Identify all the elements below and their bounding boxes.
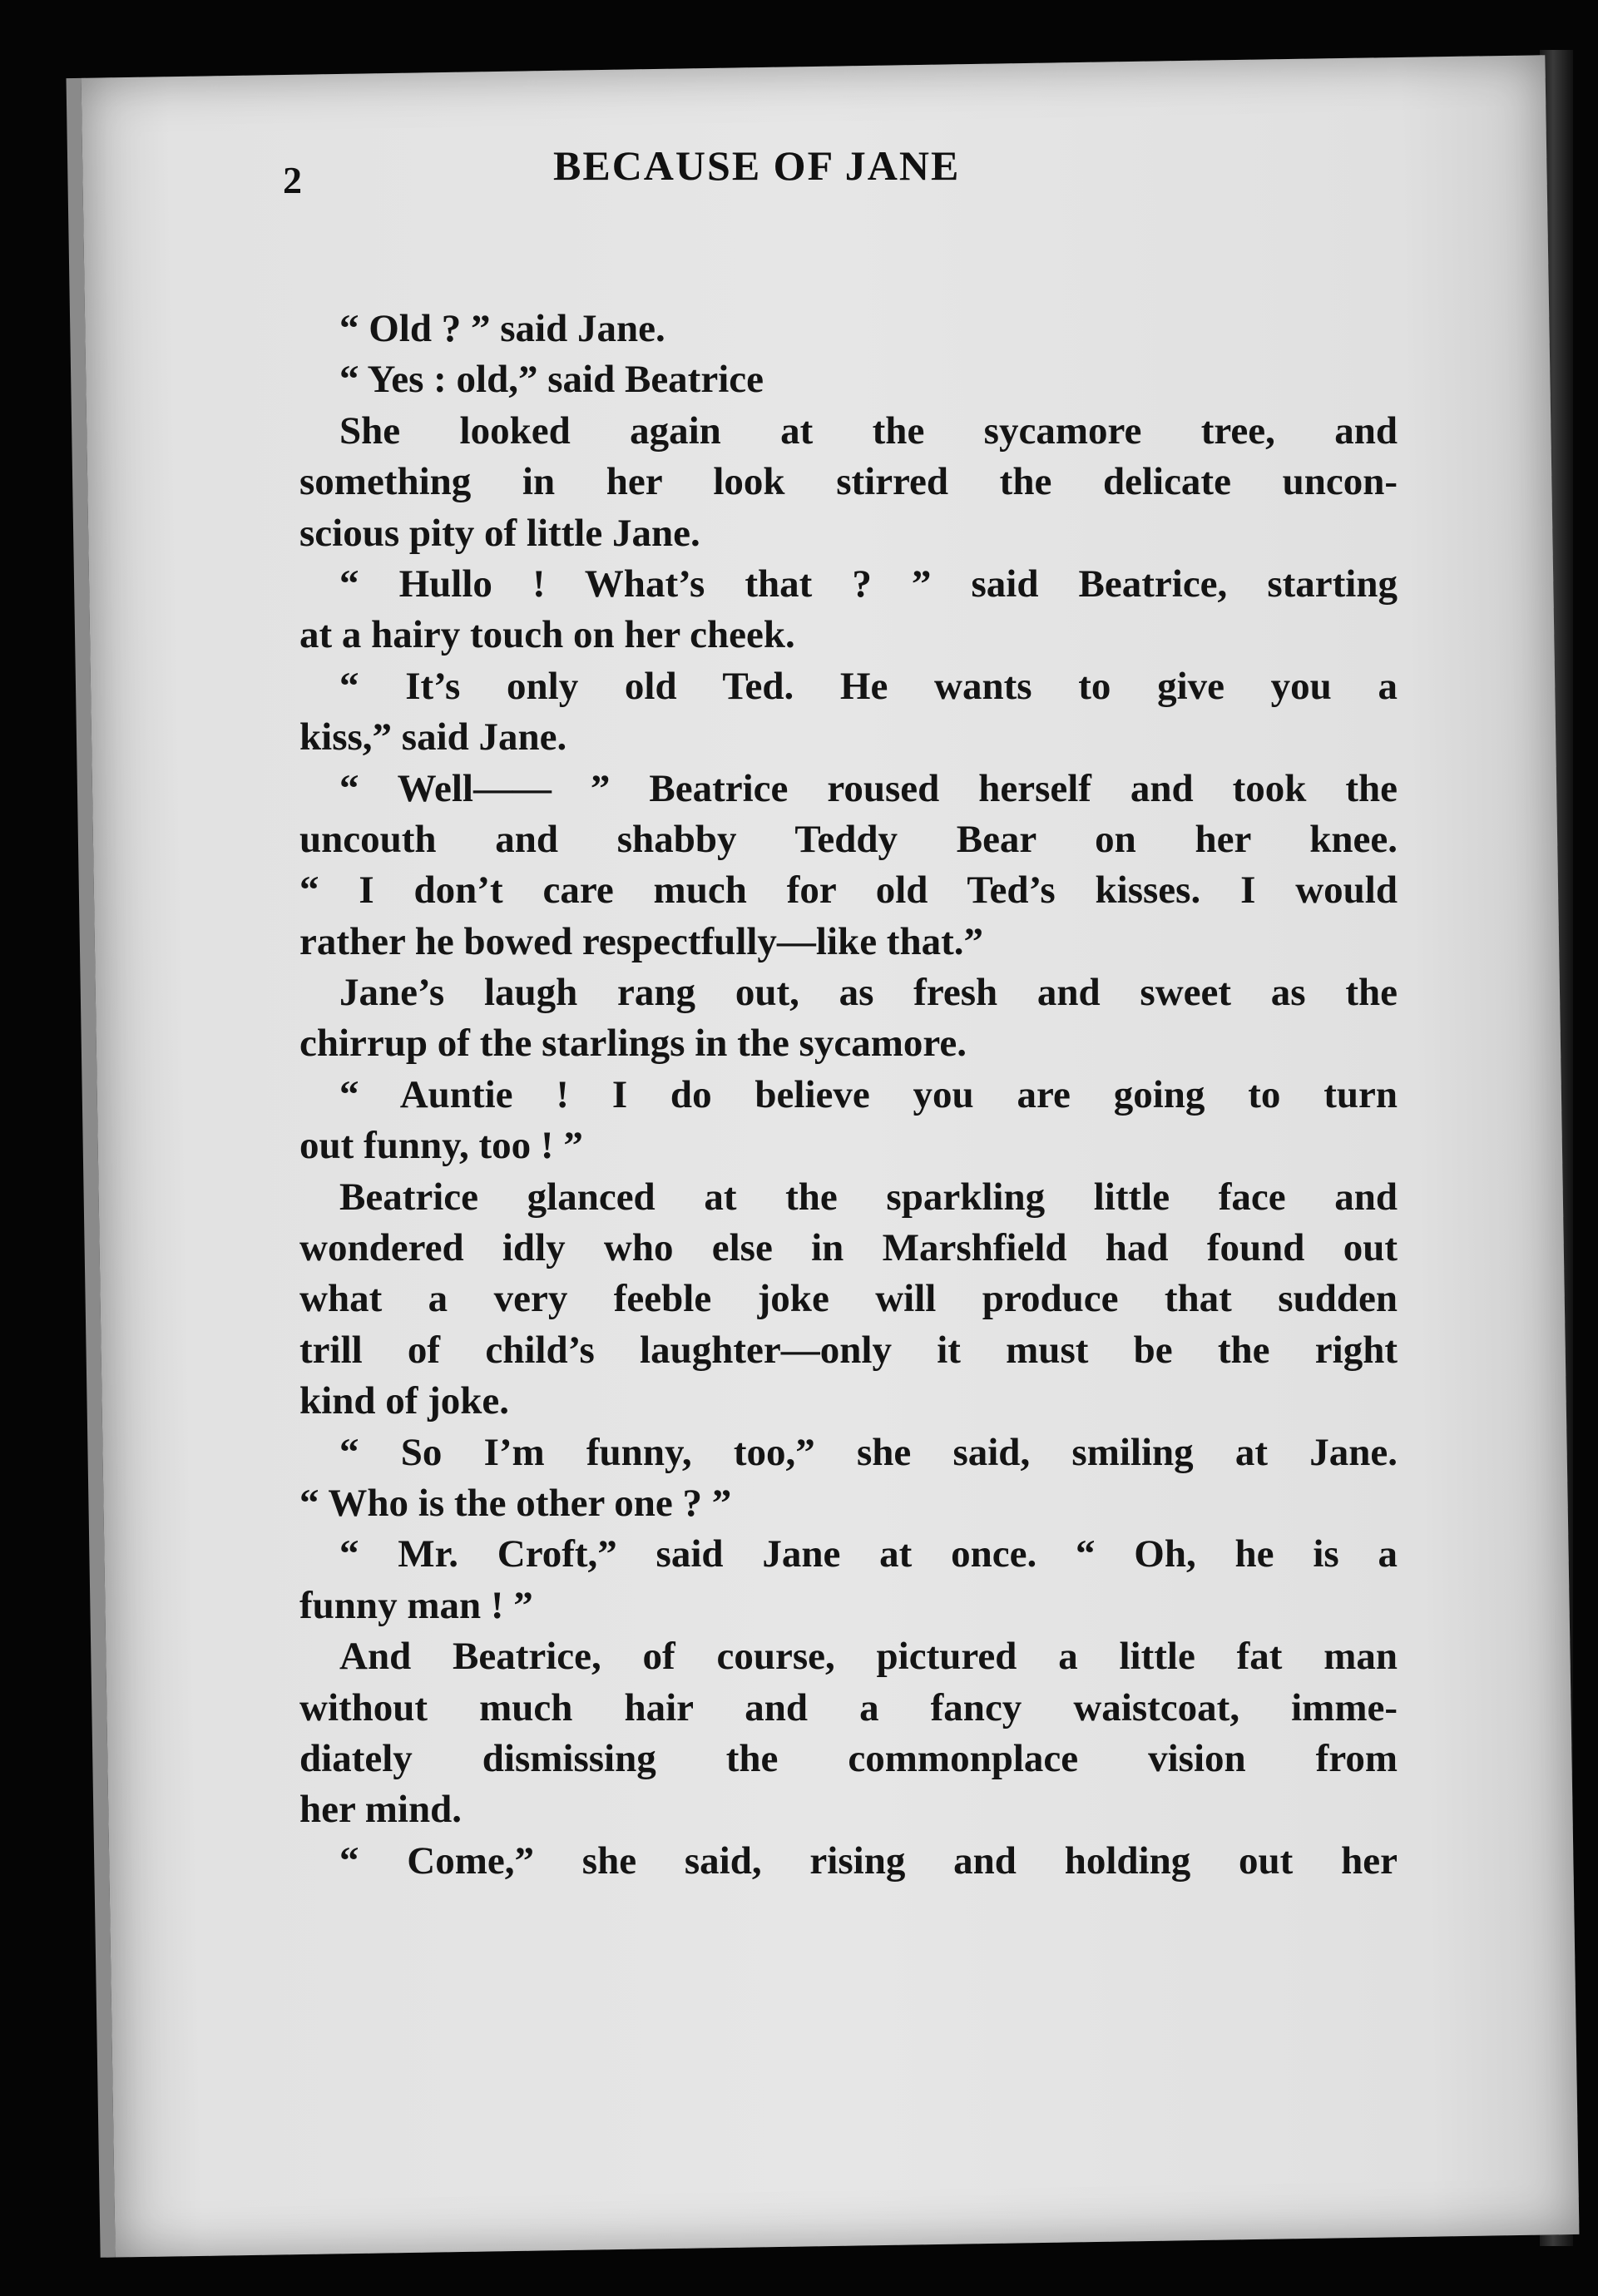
text-line: “ It’s only old Ted. He wants to give you a (339, 664, 1398, 708)
text-line: kind of joke. (299, 1379, 510, 1423)
text-line: chirrup of the starlings in the sycamore. (299, 1022, 967, 1066)
text-line: uncouth and shabby Teddy Bear on her knee. (299, 817, 1398, 861)
text-line: trill of child’s laughter—only it must be the right (299, 1328, 1398, 1372)
text-line: “ Well—— ” Beatrice roused herself and took the (339, 766, 1398, 810)
text-line: And Beatrice, of course, pictured a little fat man (339, 1635, 1398, 1679)
text-line: funny man ! ” (299, 1583, 533, 1627)
text-line: out funny, too ! ” (299, 1124, 583, 1168)
text-line: Jane’s laugh rang out, as fresh and sweet as the (339, 971, 1398, 1015)
text-line: “ Auntie ! I do believe you are going to turn (339, 1072, 1398, 1116)
text-line: “ Yes : old,” said Beatrice (339, 358, 764, 402)
text-line: without much hair and a fancy waistcoat, imme- (299, 1685, 1398, 1729)
text-line: “ So I’m funny, too,” she said, smiling at Jane. (339, 1430, 1398, 1474)
text-line: kiss,” said Jane. (299, 715, 567, 760)
page-header (283, 141, 1414, 216)
text-line: “ Old ? ” said Jane. (339, 307, 665, 350)
text-line: “ Hullo ! What’s that ? ” said Beatrice, starting (339, 562, 1398, 606)
text-line: her mind. (299, 1788, 462, 1832)
text-line: “ Mr. Croft,” said Jane at once. “ Oh, he is a (339, 1532, 1398, 1576)
text-line: “ Who is the other one ? ” (299, 1481, 732, 1525)
text-line: “ I don’t care much for old Ted’s kisses. I would (299, 868, 1398, 913)
text-line: She looked again at the sycamore tree, and (339, 408, 1398, 453)
text-line: what a very feeble joke will produce that sudden (299, 1277, 1398, 1321)
text-line: scious pity of little Jane. (299, 511, 700, 555)
text-line: Beatrice glanced at the sparkling little face and (339, 1175, 1398, 1219)
text-line: “ Come,” she said, rising and holding out her (339, 1838, 1398, 1883)
text-line: rather he bowed respectfully—like that.” (299, 919, 983, 963)
page-number: 2 (283, 159, 302, 201)
text-line: at a hairy touch on her cheek. (299, 613, 795, 657)
text-line: diately dismissing the commonplace vision from (299, 1736, 1398, 1780)
running-title: BECAUSE OF JANE (553, 142, 961, 189)
body-text (299, 304, 1398, 1887)
text-line: wondered idly who else in Marshfield had found out (299, 1226, 1398, 1270)
text-line: something in her look stirred the delicate uncon- (299, 460, 1398, 504)
